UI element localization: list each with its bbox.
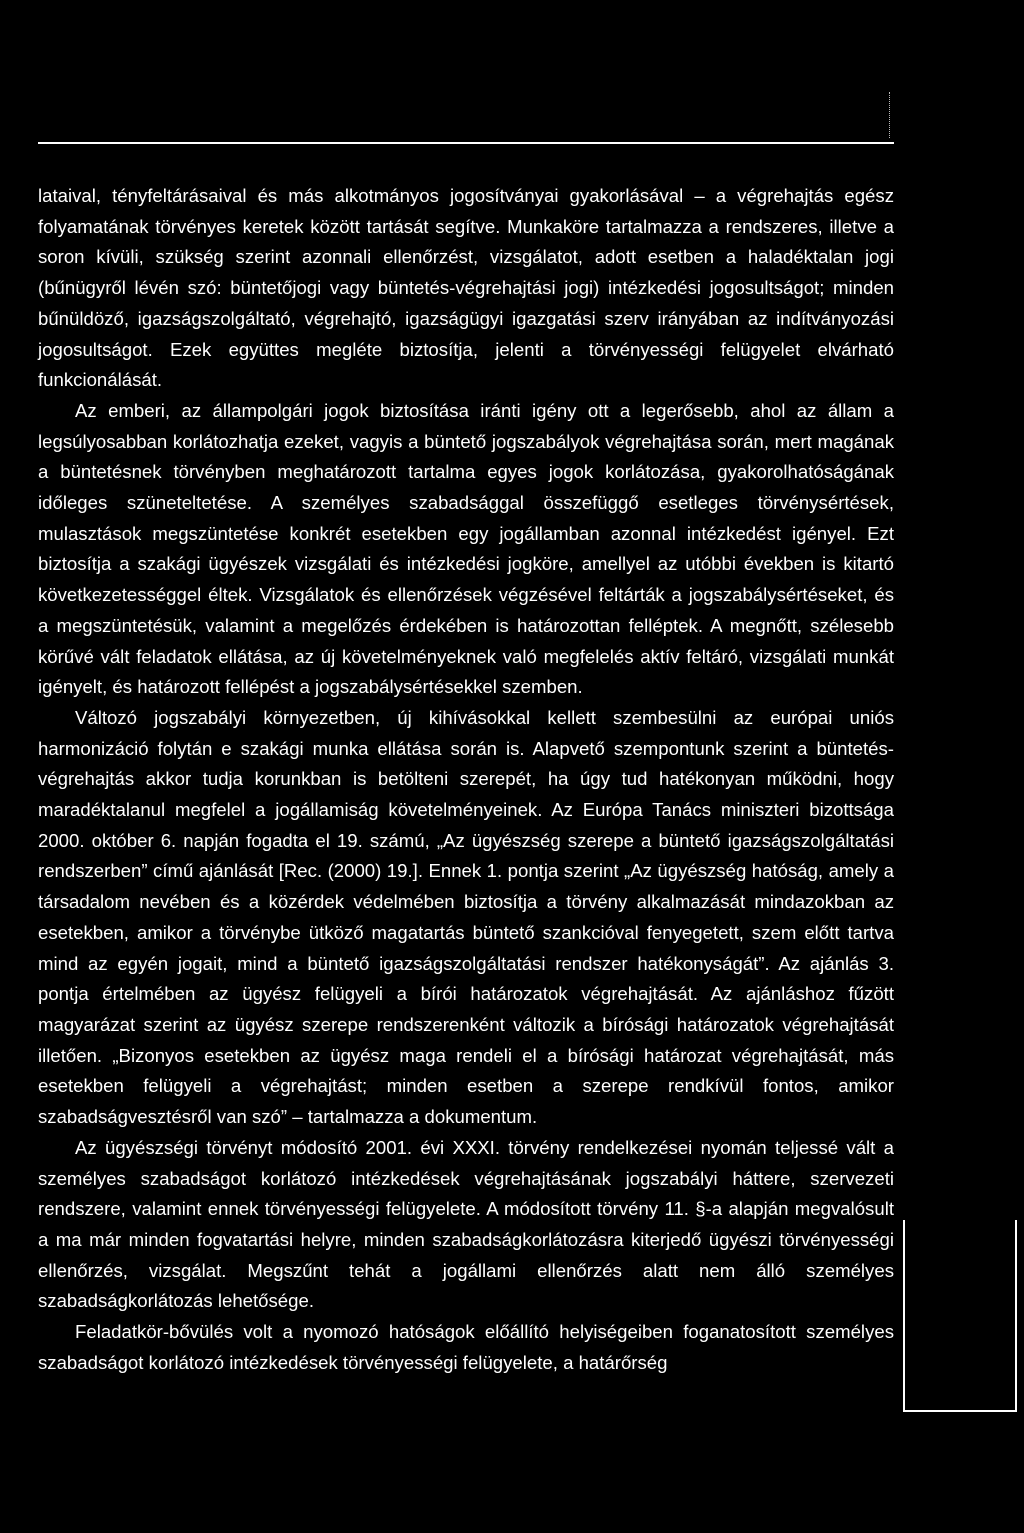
paragraph-5: Feladatkör-bővülés volt a nyomozó hatóságok előállító helyiségeiben foganatosított személyes szabadságot korlátozó intézkedések törvényességi felügyelete, a határőrség xyxy=(38,1321,894,1373)
scan-edge-mark xyxy=(889,92,891,138)
paragraph-3: Változó jogszabályi környezetben, új kihívásokkal kellett szembesülni az európai uniós harmonizáció folytán e szakági munka ellátása során is. Alapvető szempontunk szerint a büntetés-végrehajtás akkor tudja korunkban is betölteni szerepét, ha úgy tud hatékonyan működni, hogy maradéktalanul megfelel a jogállamiság követelményeinek. Az Európa Tanács miniszteri bizottsága 2000. október 6. napján fogadta el 19. számú, „Az ügyészség szerepe a büntető igazságszolgáltatási rendszerben” című ajánlását [Rec. (2000) 19.]. Ennek 1. pontja szerint „Az ügyészség hatóság, amely a társadalom nevében és a közérdek védelmében biztosítja a törvény alkalmazását mindazokban az esetekben, amikor a törvénybe ütköző magatartás büntető szankcióval fenyegetett, szem előtt tartva mind az egyén jogait, mind a büntető igazságszolgáltatási rendszer hatékonyságát”. Az ajánlás 3. pontja értelmében az ügyész felügyeli a bírói határozatok végrehajtását. Az ajánláshoz fűzött magyarázat szerint az ügyész szerepe rendszerenként változik a bírósági határozatok végrehajtását illetően. „Bizonyos esetekben az ügyész maga rendeli el a bírósági határozat végrehajtását, más esetekben felügyeli a végrehajtást; minden esetben a szerepe rendkívül fontos, amikor szabadságvesztésről van szó” – tartalmazza a dokumentum. xyxy=(38,706,894,1128)
paragraph-4: Az ügyészségi törvényt módosító 2001. évi XXXI. törvény rendelkezései nyomán teljessé vált a személyes szabadságot korlátozó intézkedések végrehajtásának jogszabályi háttere, szervezeti rendszere, valamint ennek törvényességi felügyelete. A módosított törvény 11. §-a alapján megvalósult a ma már minden fogvatartási helyre, minden szabadságkorlátozásra kiterjedő ügyészi törvényességi ellenőrzés, vizsgálat. Megszűnt tehát a jogállami ellenőrzés alatt nem álló személyes szabadságkorlátozás lehetősége. xyxy=(38,1136,894,1312)
margin-box-frame xyxy=(903,1220,1017,1412)
paragraph-2: Az emberi, az állampolgári jogok biztosítása iránti igény ott a legerősebb, ahol az állam a legsúlyosabban korlátozhatja ezeket, vagyis a büntető jogszabályok végrehajtása során, mert magának a büntetésnek törvényben meghatározott tartalma egyes jogok korlátozása, gyakorolhatóságának időleges szüneteltetése. A személyes szabadsággal összefüggő esetleges törvénysértések, mulasztások megszüntetése konkrét esetekben egy jogállamban azonnal intézkedést igényel. Ezt biztosítja a szakági ügyészek vizsgálati és intézkedési jogköre, amellyel az utóbbi években is kitartó következetességgel éltek. Vizsgálatok és ellenőrzések végzésével feltárták a jogszabálysértéseket, és a megszüntetésük, valamint a megelőzés érdekében is határozottan felléptek. A megnőtt, szélesebb körűvé vált feladatok ellátása, az új követelményeknek való megfelelés aktív feltáró, vizsgálati munkát igényelt, és határozott fellépést a jogszabálysértésekkel szemben. xyxy=(38,399,894,698)
paragraph-1: lataival, tényfeltárásaival és más alkotmányos jogosítványai gyakorlásával – a végrehajtás egész folyamatának törvényes keretek között tartását segítve. Munkaköre tartalmazza a rendszeres, illetve a soron kívüli, szükség szerint azonnali ellenőrzést, vizsgálatot, adott esetben a haladéktalan jogi (bűnügyről lévén szó: büntetőjogi vagy büntetés-végrehajtási jogi) intézkedési jogosultságot; minden bűnüldöző, igazságszolgáltató, végrehajtó, igazságügyi igazgatási szerv irányában az indítványozási jogosultságot. Ezek együttes megléte biztosítja, jelenti a törvényességi felügyelet elvárható funkcionálását. xyxy=(38,185,894,391)
page-body-text xyxy=(38,181,894,1378)
header-rule xyxy=(38,142,894,144)
